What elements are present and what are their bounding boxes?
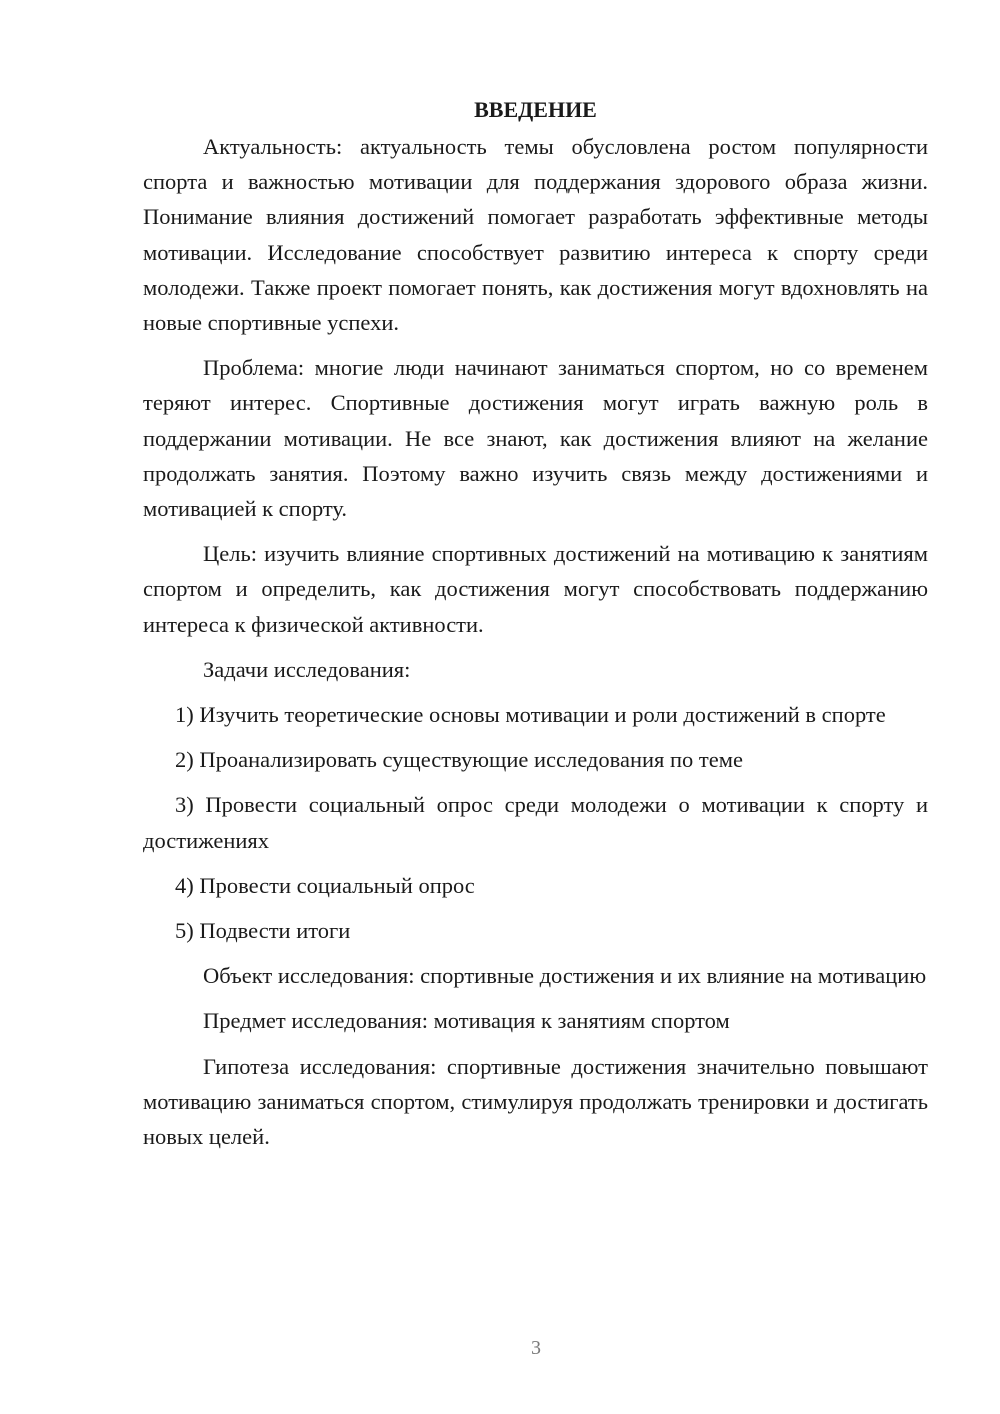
task-item-5: 5) Подвести итоги xyxy=(175,918,351,944)
paragraph-problem: Проблема: многие люди начинают заниматься спортом, но со временем теряют интерес. Спортивные достижения могут играть важную роль в поддержании мотивации. Не все знают, как достижения влияют на желание продолжать занятия. Поэтому важно изучить связь между достижениями и мотивацией к спорту. xyxy=(143,355,928,522)
page-title: ВВЕДЕНИЕ xyxy=(474,97,597,122)
paragraph-relevance: Актуальность: актуальность темы обусловлена ростом популярности спорта и важностью мотивации для поддержания здорового образа жизни. Понимание влияния достижений помогает разработать эффективные методы мотивации. Исследование способствует развитию интереса к спорту среди молодежи. Также проект помогает понять, как достижения могут вдохновлять на новые спортивные успехи. xyxy=(143,134,928,336)
paragraph-goal: Цель: изучить влияние спортивных достижений на мотивацию к занятиям спортом и определить, как достижения могут способствовать поддержанию интереса к физической активности. xyxy=(143,541,928,637)
paragraph-hypothesis: Гипотеза исследования: спортивные достижения значительно повышают мотивацию заниматься спортом, стимулируя продолжать тренировки и достигать новых целей. xyxy=(143,1053,928,1150)
task-item-1: 1) Изучить теоретические основы мотивации и роли достижений в спорте xyxy=(175,702,886,728)
paragraph-object: Объект исследования: спортивные достижения и их влияние на мотивацию xyxy=(203,963,927,989)
task-item-2: 2) Проанализировать существующие исследования по теме xyxy=(175,747,743,773)
paragraph-subject: Предмет исследования: мотивация к занятиям спортом xyxy=(203,1008,730,1034)
task-item-3: 3) Провести социальный опрос среди молодежи о мотивации к спорту и достижениях xyxy=(143,792,928,853)
document-page xyxy=(143,95,928,1154)
task-item-4: 4) Провести социальный опрос xyxy=(175,872,475,898)
tasks-heading: Задачи исследования: xyxy=(203,656,411,682)
page-number: 3 xyxy=(531,1337,541,1359)
